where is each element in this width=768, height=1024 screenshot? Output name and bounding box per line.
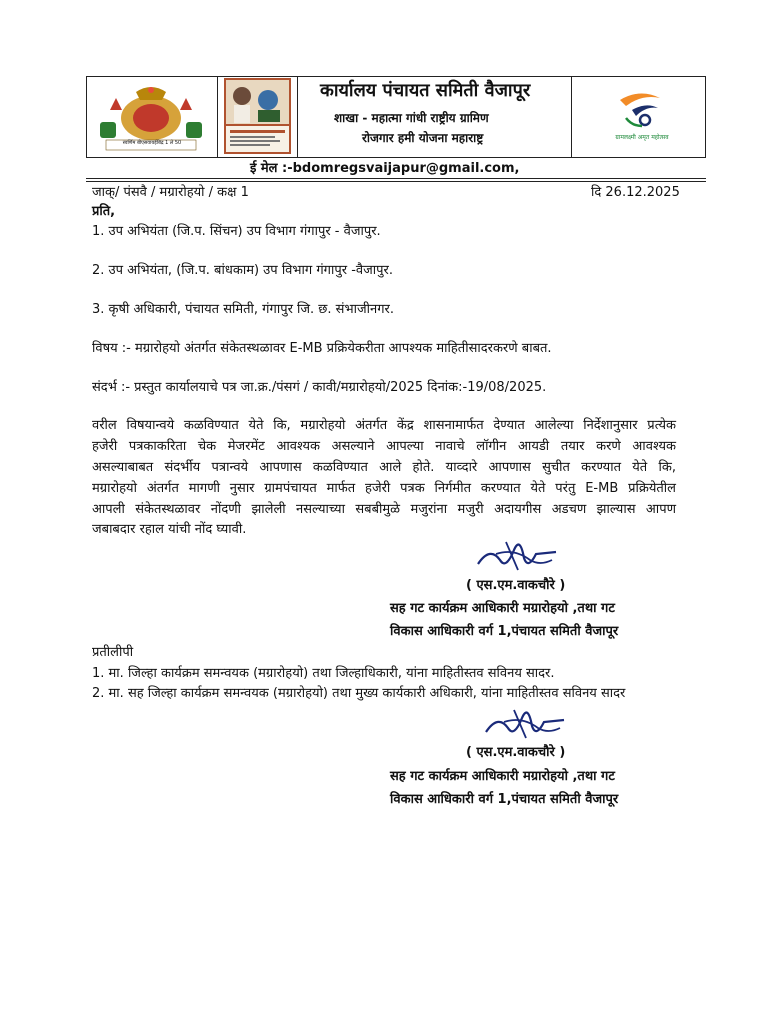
body-paragraph-line: वरील विषयान्वये कळविण्यात येते कि, मग्रारोहयो अंतर्गत केंद्र शासनामार्फत देण्यात आलेल्या निर्देशानुसार प्रत्येक [92, 418, 676, 433]
recipient-line: 1. उप अभियंता (जि.प. सिंचन) उप विभाग गंगापुर - वैजापुर. [92, 224, 381, 239]
copy-item: 1. मा. जिल्हा कार्यक्रम समन्वयक (मग्रारोहयो) तथा जिल्हाधिकारी, यांना माहितीस्तव सविनय सादर. [92, 666, 555, 681]
header-divider [571, 77, 572, 157]
emblem-caption: स्वर्णिम बीएसवायईबिंद्र 1 ले 50 [122, 140, 182, 146]
body-paragraph-line: जबाबदार रहाल यांची नोंद घ्यावी. [92, 522, 247, 537]
handwritten-signature [470, 530, 560, 576]
amrit-logo-caption: ग्रामलक्ष्मी अमृत महोत्सव [615, 134, 669, 141]
branch-line: शाखा - महात्मा गांधी राष्ट्रीय ग्रामिण [334, 111, 489, 125]
recipient-line: 2. उप अभियंता, (जि.प. बांधकाम) उप विभाग गंगापुर -वैजापुर. [92, 263, 393, 278]
body-paragraph-line: हजेरी पत्रकाकरिता चेक मेजरमेंट आवश्यक असल्याने आपल्या नावाचे लॉगीन आयडी तयार करणे आवश्यक [92, 439, 676, 454]
body-paragraph-line: असल्याबाबत संदर्भीय पत्रान्वये आपणास कळविण्यात आले होते. याव्दारे आपणास सुचीत करण्यात येते कि, [92, 460, 676, 475]
signatory-designation: सह गट कार्यक्रम आधिकारी मग्रारोहयो ,तथा गट [390, 601, 615, 616]
email-line: ई मेल :-bdomregsvaijapur@gmail.com, [250, 161, 520, 176]
office-title: कार्यालय पंचायत समिती वैजापूर [320, 80, 531, 101]
copy-item: 2. मा. सह जिल्हा कार्यक्रम समन्वयक (मग्रारोहयो) तथा मुख्य कार्यकारी अधिकारी, यांना माहितीस्तव सविनय सादर [92, 686, 626, 701]
header-rule [86, 181, 706, 182]
body-paragraph-line: मग्रारोहयो अंतर्गत मागणी नुसार ग्रामपंचायत मार्फत हजेरी पत्रक निर्गमीत करण्यात येते परंतु E-MB प्रक्रियेतील [92, 481, 676, 496]
reference-number: जाक्/ पंसवै / मग्रारोहयो / कक्ष 1 [92, 185, 249, 200]
header-rule [86, 178, 706, 179]
signatory-name: ( एस.एम.वाकचौरे ) [466, 578, 566, 593]
amrit-mahotsav-logo [612, 88, 668, 128]
handwritten-signature [478, 698, 568, 744]
mgnrega-gandhi-logo [224, 78, 291, 154]
signatory-designation: सह गट कार्यक्रम आधिकारी मग्रारोहयो ,तथा गट [390, 769, 615, 784]
copies-title: प्रतीलीपी [92, 645, 134, 660]
header-divider [297, 77, 298, 157]
signatory-designation: विकास आधिकारी वर्ग 1,पंचायत समिती वैजापूर [390, 792, 619, 807]
reference-line: संदर्भ :- प्रस्तुत कार्यालयाचे पत्र जा.क्र./पंसगं / कावी/मग्रारोहयो/2025 दिनांक:-19/08/2025. [92, 380, 547, 395]
header-divider [217, 77, 218, 157]
prati-label: प्रति, [92, 204, 116, 219]
scheme-line: रोजगार हमी योजना महाराष्ट्र [362, 131, 484, 145]
body-paragraph-line: आपली संकेतस्थळावर नोंदणी झालेली नसल्याच्या सबबीमुळे मजुरांना मजुरी अदायगीस अडचण झाल्यास आपण [92, 502, 676, 517]
signatory-name: ( एस.एम.वाकचौरे ) [466, 745, 566, 760]
subject-line: विषय :- मग्रारोहयो अंतर्गत संकेतस्थळावर E-MB प्रक्रियेकरीता आपश्यक माहितीसादरकरणे बाबत. [92, 341, 552, 356]
letter-date: दि 26.12.2025 [591, 185, 680, 200]
signatory-designation: विकास आधिकारी वर्ग 1,पंचायत समिती वैजापूर [390, 624, 619, 639]
recipient-line: 3. कृषी अधिकारी, पंचायत समिती, गंगापुर जि. छ. संभाजीनगर. [92, 302, 394, 317]
